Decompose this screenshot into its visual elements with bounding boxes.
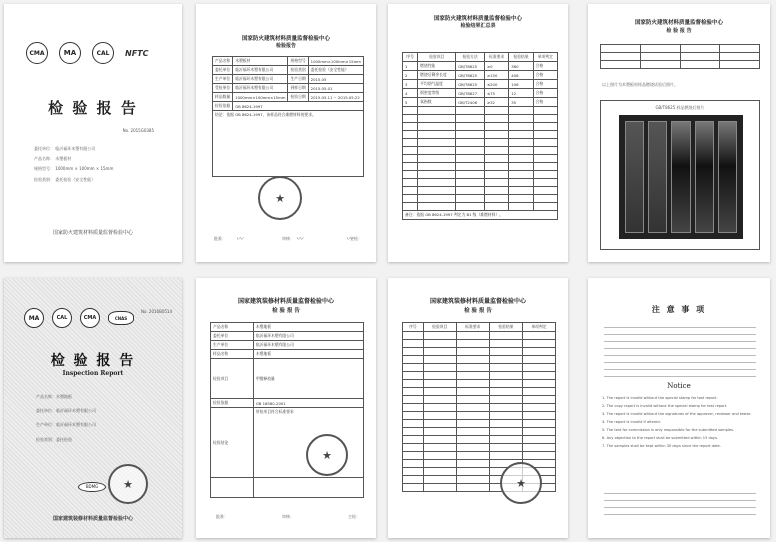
notice-en-title: Notice: [667, 382, 691, 390]
notice-page-8: [588, 278, 770, 538]
cma-logo-icon: CMA: [26, 42, 48, 64]
info-table: [212, 56, 364, 177]
signature-scribble: 〰: [236, 235, 243, 243]
conclusion-text: 结论：依据 GB 8624-1997，该样品符合难燃材料的要求。: [215, 112, 316, 117]
page-subheader: 检 验 报 告: [666, 28, 692, 34]
table-row: [403, 372, 556, 380]
table-row: [403, 404, 556, 412]
cover-title: 检 验 报 告: [48, 99, 138, 117]
cover-field: 规格型号： 1000mm × 100mm × 15mm: [34, 166, 114, 172]
ma-logo-icon: MA: [24, 308, 44, 328]
table-row: [213, 111, 364, 177]
table-row: 检验项目 甲醛释放量: [211, 359, 364, 399]
official-seal-stamp: ★: [306, 434, 348, 476]
table-row: 样品名称 木塑地板: [211, 350, 364, 359]
cover-field: 委托单位： 临沂福环木塑有限公司: [34, 146, 96, 151]
cover-field: 检验类别：委托检验: [36, 436, 72, 442]
table-row: 产品名称 木塑地板: [211, 323, 364, 332]
table-row: 检验依据 GB 18580-2001: [211, 399, 364, 408]
cover-title: 检 验 报 告: [50, 353, 136, 369]
page-subheader: 检验结果汇总表: [460, 23, 496, 29]
cma-logo-icon: CMA: [80, 308, 100, 328]
table-row: [403, 380, 556, 388]
notice-item: 5. The test for commission is only responsible for the submitted samples.: [602, 428, 735, 432]
tester-label: 主检：: [348, 514, 360, 519]
specimen-strip: [718, 121, 737, 233]
table-row: [403, 444, 556, 452]
report-page-7: [388, 278, 568, 538]
page-header: 国家建筑装修材料质量监督检验中心: [237, 298, 334, 305]
report-number: No. 2016B0514: [140, 309, 172, 314]
table-row: [403, 396, 556, 404]
report-number: No. 2015G0385: [122, 128, 154, 133]
table-row: 检验依据 GB 8624-1997: [213, 102, 364, 111]
reviewer-label: 审核：: [282, 236, 294, 241]
page-header: 国家建筑装修材料质量监督检验中心: [429, 298, 526, 305]
table-row: [403, 123, 558, 131]
tester-label: 主检：: [350, 236, 362, 241]
table-row: [403, 195, 558, 203]
table-row: [403, 107, 558, 115]
notice-item: 1. The report is invalid without the special stamp for test report.: [602, 396, 718, 400]
table-row: [403, 364, 556, 372]
table-row: [403, 428, 556, 436]
table-row: [403, 340, 556, 348]
table-row: 5 氧指数 GB/T2406 ≥32 35 合格: [403, 98, 558, 107]
cover-field: 生产单位：临沂福环木塑有限公司: [36, 422, 96, 428]
notice-cn-title: 注 意 事 项: [651, 305, 707, 314]
table-row: 3 平均烟气温度 GB/T8625 ≤200 106 合格: [403, 80, 558, 89]
table-row: 委托单位 临沂福环木塑有限公司: [211, 332, 364, 341]
table-row: [403, 139, 558, 147]
table-row: [403, 388, 556, 396]
table-row: 产品名称 木塑板材 规格型号 1000mm×100mm×15mm: [213, 57, 364, 66]
reviewer-label: 审核：: [282, 514, 294, 519]
table-row: [403, 452, 556, 460]
table-row: 检验结论 所检项目符合标准要求: [211, 408, 364, 478]
report-page-3: [388, 4, 568, 262]
cover-field: 检验类别： 委托检验（安全性能）: [34, 176, 96, 182]
table-row: [403, 348, 556, 356]
cnas-logo-icon: CNAS: [108, 311, 134, 325]
ma-logo-icon: MA: [59, 42, 81, 64]
table-row: 受检单位 临沂福环木塑有限公司 到样日期 2015.05.01: [213, 84, 364, 93]
nftc-logo-text: NFTC: [125, 48, 149, 58]
table-row: [403, 163, 558, 171]
cover-field: 产品名称：木塑地板: [36, 394, 72, 399]
approver-label: 批准：: [216, 514, 228, 519]
info-table: [210, 322, 364, 498]
cover-footer: 国家防火建筑材料质量监督检验中心: [52, 230, 133, 236]
table-row: 1 燃烧性能 GB/T8625 ≥0 360 合格: [403, 62, 558, 71]
table-row: [403, 211, 558, 220]
table-row: [403, 436, 556, 444]
table-row: 样品数量 1000mm×100mm×15mm 检验日期 2015.05.11 ~ 2015.05.22: [213, 93, 364, 102]
cover-field: 产品名称： 木塑板材: [34, 156, 72, 162]
page-header: 国家防火建筑材料质量监督检验中心: [241, 36, 330, 42]
report-cover-page-5: [4, 278, 182, 538]
signature-scribble: 〰: [296, 235, 303, 243]
table-row: [601, 45, 760, 53]
burn-test-photo: [619, 115, 743, 239]
table-row: 委托单位 临沂福环木塑有限公司 检验类别 委托检验（安全性能）: [213, 66, 364, 75]
specimen-strip: [625, 121, 644, 233]
table-row: [403, 332, 556, 340]
table-row: [211, 478, 364, 498]
specimen-strip: [695, 121, 714, 233]
table-row: [403, 147, 558, 155]
bdmg-logo-icon: BDMG: [78, 482, 106, 492]
notice-item: 7. The samples shall be kept within 30 days since the report date.: [602, 444, 721, 448]
report-page-2: [196, 4, 376, 262]
photo-caption: GB/T8625 样品燃烧后照片: [655, 105, 705, 110]
table-row: [403, 179, 558, 187]
cal-logo-icon: CAL: [52, 308, 72, 328]
page-header: 国家防火建筑材料质量监督检验中心: [433, 16, 522, 22]
cover-field: 委托单位：临沂福环木塑有限公司: [36, 408, 96, 414]
table-row: [403, 420, 556, 428]
notice-item: 4. The report is invalid if altered.: [602, 420, 661, 424]
report-page-4: [588, 4, 770, 262]
notice-item: 3. The report is invalid without the signatures of the approver, reviewer and tester.: [602, 412, 752, 416]
cal-logo-icon: CAL: [92, 42, 114, 64]
table-row: 2 燃烧后剩余长度 GB/T8625 ≥150 406 合格: [403, 71, 558, 80]
table-row: [403, 356, 556, 364]
signature-scribble: 〰: [346, 235, 353, 243]
notice-cn-text: [604, 324, 756, 380]
table-row: [403, 131, 558, 139]
photo-description: 以上照片为木塑板材样品燃烧试验后照片。: [602, 82, 678, 87]
table-row: 4 烟密度等级 GB/T8627 ≤75 12 合格: [403, 89, 558, 98]
notice-item: 2. The copy report is invalid without the special stamp for test report.: [602, 404, 728, 408]
official-seal-stamp: ★: [500, 462, 542, 504]
specimen-strip: [648, 121, 667, 233]
results-table: [402, 52, 558, 220]
table-row: [403, 203, 558, 211]
table-row: [601, 61, 760, 69]
official-seal-stamp: ★: [258, 176, 302, 220]
table-row: [403, 412, 556, 420]
table-row: [403, 115, 558, 123]
table-row: 生产单位 临沂福环木塑有限公司: [211, 341, 364, 350]
table-header-row: 序号 检验项目 检验方法 标准要求 检验结果 单项判定: [403, 53, 558, 62]
table-row: [403, 171, 558, 179]
photo-info-table: [600, 44, 760, 69]
page-subheader: 检验报告: [275, 43, 296, 49]
table-row: [601, 53, 760, 61]
notice-item: 6. Any objection to the report shall be submitted within 15 days.: [602, 436, 719, 440]
report-page-6: [196, 278, 376, 538]
cover-subtitle: Inspection Report: [62, 370, 124, 377]
page-subheader: 检 验 报 告: [272, 308, 300, 314]
table-row: [403, 187, 558, 195]
page-subheader: 检 验 报 告: [464, 308, 492, 314]
cover-footer: 国家建筑装修材料质量监督检验中心: [52, 516, 133, 522]
table-header-row: 序号 检验项目 标准要求 检验结果 单项判定: [403, 323, 556, 332]
approver-label: 批准：: [214, 236, 226, 241]
table-row: 生产单位 临沂福环木塑有限公司 生产日期 2015.05: [213, 75, 364, 84]
notice-footer-text: [604, 490, 756, 518]
report-cover-page-1: [4, 4, 182, 262]
official-seal-stamp: ★: [108, 464, 148, 504]
specimen-strip: [671, 121, 690, 233]
table-note: 备注：依据 GB 8624-1997 判定为 B1 级（难燃材料）。: [405, 212, 504, 217]
page-header: 国家防火建筑材料质量监督检验中心: [634, 20, 723, 26]
table-row: [403, 155, 558, 163]
